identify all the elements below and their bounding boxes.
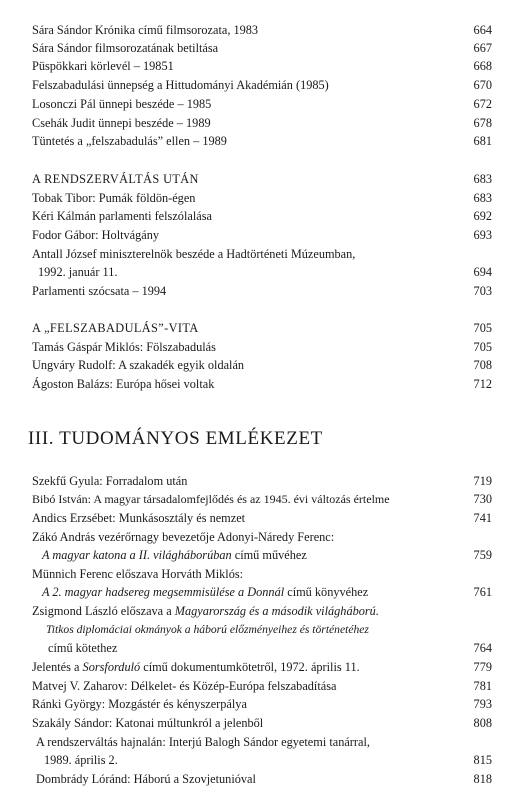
work-title: A 2. magyar hadsereg megsemmisülése a Donnál: [42, 585, 285, 599]
toc-entry-page: 670: [473, 78, 492, 92]
toc-entry-title: Ránki György: Mozgástér és kényszerpálya: [32, 697, 247, 711]
toc-entry-title: Matvej V. Zaharov: Délkelet- és Közép-Európa felszabadítása: [32, 679, 337, 693]
toc-entry-title: Tüntetés a „felszabadulás” ellen – 1989: [32, 134, 227, 148]
toc-entry-title: Ágoston Balázs: Európa hősei voltak: [32, 377, 215, 391]
toc-entry-title: Sára Sándor Krónika című filmsorozata, 1983: [32, 23, 259, 37]
work-title: Magyarország és a második világháború.: [174, 604, 379, 618]
toc-entry-title: Zákó András vezérőrnagy bevezetője Adonyi-Náredy Ferenc:: [32, 530, 335, 544]
toc-entry-page: 712: [473, 377, 492, 391]
toc-entry-title: A rendszerváltás hajnalán: Interjú Balogh Sándor egyetemi tanárral,: [36, 735, 370, 749]
toc-entry-title: Fodor Gábor: Holtvágány: [32, 228, 160, 242]
toc-entry-page: 683: [473, 172, 492, 186]
toc-entry-title: Ungváry Rudolf: A szakadék egyik oldalán: [32, 358, 245, 372]
work-title: A magyar katona a II. világháborúban: [42, 548, 232, 562]
toc-entry-page: 672: [473, 97, 492, 111]
title-suffix: című dokumentumkötetről, 1972. április 11.: [140, 660, 360, 674]
toc-entry-page: 815: [473, 753, 492, 767]
toc-entry-title: Tobak Tibor: Pumák földön-égen: [32, 191, 196, 205]
toc-entry-page: 703: [473, 284, 492, 298]
toc-entry-page: 719: [473, 474, 492, 488]
toc-entry-title: A „FELSZABADULÁS”-VITA: [32, 321, 199, 335]
toc-entry-title: [42, 585, 368, 600]
toc-entry-page: 793: [473, 697, 492, 711]
toc-entry-title: [42, 548, 307, 563]
toc-entry-page: 730: [473, 492, 492, 506]
toc-entry-title: Bibó István: A magyar társadalomfejlődés és az 1945. évi változás értelme: [32, 492, 390, 506]
toc-entry-title: Parlamenti szócsata – 1994: [32, 284, 167, 298]
toc-entry-title: Münnich Ferenc előszava Horváth Miklós:: [32, 567, 244, 581]
toc-entry-title: Dombrády Lóránd: Háború a Szovjetunióval: [36, 772, 256, 786]
toc-entry-page: 781: [473, 679, 492, 693]
toc-entry-page: 664: [473, 23, 492, 37]
toc-entry-page: 764: [473, 641, 492, 655]
toc-entry-title: Csehák Judit ünnepi beszéde – 1989: [32, 116, 211, 130]
toc-entry-title: Losonczi Pál ünnepi beszéde – 1985: [32, 97, 212, 111]
toc-entry-title: 1989. április 2.: [44, 753, 118, 767]
toc-entry-title: Andics Erzsébet: Munkásosztály és nemzet: [32, 511, 246, 525]
title-prefix: Jelentés a: [32, 660, 83, 674]
toc-entry-title: című kötethez: [48, 641, 118, 655]
toc-entry-page: 705: [473, 321, 492, 335]
toc-entry-title: 1992. január 11.: [38, 265, 118, 279]
title-prefix: Zsigmond László előszava a: [32, 604, 175, 618]
toc-entry-page: 694: [473, 265, 492, 279]
toc-entry-title: [32, 660, 360, 675]
toc-entry-page: 808: [473, 716, 492, 730]
toc-entry-page: 705: [473, 340, 492, 354]
work-title: Sorsforduló: [82, 660, 141, 674]
section-title: III. TUDOMÁNYOS EMLÉKEZET: [28, 428, 323, 449]
toc-entry-title: Sára Sándor filmsorozatának betiltása: [32, 41, 219, 55]
toc-entry-page: 759: [473, 548, 492, 562]
toc-entry-page: 693: [473, 228, 492, 242]
toc-entry-title: Tamás Gáspár Miklós: Fölszabadulás: [32, 340, 216, 354]
toc-entry-page: 779: [473, 660, 492, 674]
toc-entry-page: 683: [473, 191, 492, 205]
toc-entry-page: 692: [473, 209, 492, 223]
toc-entry-page: 668: [473, 59, 492, 73]
toc-entry-page: 741: [473, 511, 492, 525]
toc-entry-title: Szekfű Gyula: Forradalom után: [32, 474, 188, 488]
title-suffix: című könyvéhez: [284, 585, 369, 599]
toc-entry-title: Antall József miniszterelnök beszéde a Hadtörténeti Múzeumban,: [32, 247, 356, 261]
toc-entry-page: 708: [473, 358, 492, 372]
toc-entry-title: Püspökkari körlevél – 19851: [32, 59, 174, 73]
toc-entry-title: Felszabadulási ünnepség a Hittudományi Akadémián (1985): [32, 78, 329, 92]
toc-entry-page: 681: [473, 134, 492, 148]
toc-entry-title: Kéri Kálmán parlamenti felszólalása: [32, 209, 212, 223]
toc-entry-page: 818: [473, 772, 492, 786]
toc-entry-page: 667: [473, 41, 492, 55]
title-suffix: című művéhez: [231, 548, 307, 562]
toc-entry-page: 761: [473, 585, 492, 599]
toc-entry-title: Titkos diplomáciai okmányok a háború előzményeihez és történetéhez: [46, 623, 369, 636]
toc-entry-title: A RENDSZERVÁLTÁS UTÁN: [32, 172, 199, 186]
toc-entry-page: 678: [473, 116, 492, 130]
toc-entry-title: Szakály Sándor: Katonai múltunkról a jelenből: [32, 716, 264, 730]
toc-entry-title: [32, 604, 379, 619]
